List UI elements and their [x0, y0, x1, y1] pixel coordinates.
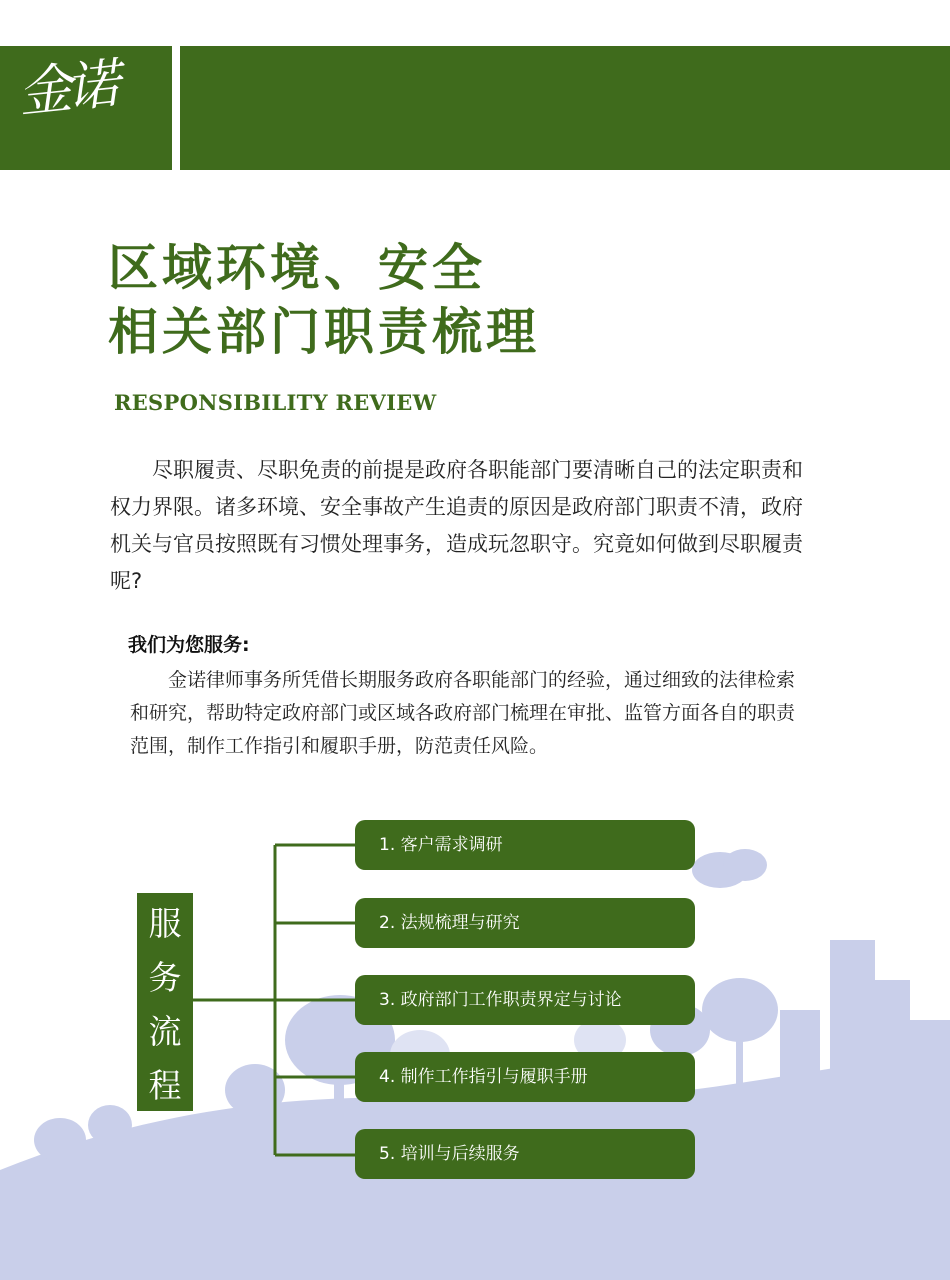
flow-step-4: 4. 制作工作指引与履职手册: [355, 1052, 695, 1102]
flow-label-char: 程: [148, 1066, 182, 1105]
flow-label-char: 流: [148, 1012, 182, 1051]
page-title: [108, 236, 540, 364]
flow-label-char: 务: [148, 958, 182, 997]
flow-step-1: 1. 客户需求调研: [355, 820, 695, 870]
flow-step-3: 3. 政府部门工作职责界定与讨论: [355, 975, 695, 1025]
page-subtitle: RESPONSIBILITY REVIEW: [114, 390, 437, 415]
flow-step-5: 5. 培训与后续服务: [355, 1129, 695, 1179]
logo-box: [0, 46, 172, 170]
logo-text: 金诺: [14, 52, 117, 125]
services-heading: 我们为您服务:: [128, 634, 250, 656]
header-bar: [180, 46, 950, 170]
intro-paragraph: 尽职履责、尽职免责的前提是政府各职能部门要清晰自己的法定职责和权力界限。诸多环境、安全事故产生追责的原因是政府部门职责不清，政府机关与官员按照既有习惯处理事务，造成玩忽职守。究竟如何做到尽职履责呢?: [110, 458, 803, 593]
page-title-line-1: 区域环境、安全: [108, 239, 486, 297]
flow-step-2: 2. 法规梳理与研究: [355, 898, 695, 948]
services-paragraph: 金诺律师事务所凭借长期服务政府各职能部门的经验，通过细致的法律检索和研究，帮助特定政府部门或区域各政府部门梳理在审批、监管方面各自的职责范围，制作工作指引和履职手册，防范责任风险。: [130, 669, 796, 757]
flow-label-char: 服: [148, 904, 182, 943]
page-title-line-2: 相关部门职责梳理: [108, 303, 540, 361]
flow-label: [137, 893, 193, 1111]
